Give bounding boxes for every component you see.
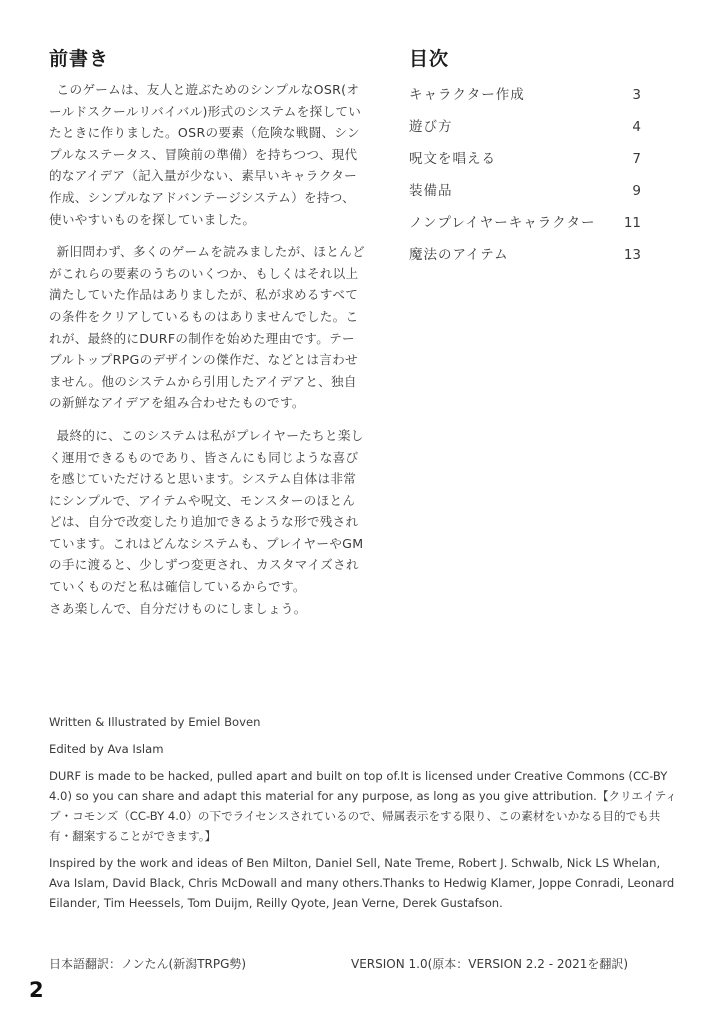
credit-inspired: Inspired by the work and ideas of Ben Milton, Daniel Sell, Nate Treme, Robert J. Schwalb, Nick LS Whelan, Ava Islam, David Black, Chris McDowall and many others.Thanks to Hedwig Klamer, Joppe Conradi, Leonard Eilander, Tim Heessels, Tom Duijm, Reilly Qyote, Jean Verne, Derek Gustafson. [49,856,675,910]
toc-item[interactable] [409,79,641,111]
preface-paragraph-2: 新旧問わず、多くのゲームを読みましたが、ほとんどがこれらの要素のうちのいくつか、もしくはそれ以上満たしていた作品はありましたが、私が求めるすべての条件をクリアしているものはありませんでした。これが、最終的にDURFの制作を始めた理由です。テーブルトップRPGのデザインの傑作だ、などとは言わせません。他のシステムから引用したアイデアと、独自の新鮮なアイデアを組み合わせたものです。 [49,244,365,411]
toc-item[interactable] [409,207,641,239]
toc-item-title: 遊び方 [409,119,453,135]
toc-item-title: 呪文を唱える [409,151,496,167]
preface-paragraph-1: このゲームは、友人と遊ぶためのシンプルなOSR(オールドスクールリバイバル)形式のシステムを探していたときに作りました。OSRの要素（危険な戦闘、シンプルなステータス、冒険前の準備）を持ちつつ、現代的なアイデア（記入量が少ない、素早いキャラクター作成、シンプルなアドバンテージシステム）を持つ、使いやすいものを探していました。 [49,82,362,227]
table-of-contents [409,44,641,271]
toc-item[interactable] [409,239,641,271]
toc-item-page: 11 [623,215,641,231]
toc-heading: 目次 [409,48,450,70]
version-label: VERSION 1.0(原本：VERSION 2.2 - 2021を翻訳) [351,957,629,971]
toc-item-title: 装備品 [409,183,453,199]
credit-written: Written & Illustrated by Emiel Boven [49,715,261,729]
credit-edited: Edited by Ava Islam [49,742,164,756]
toc-item-page: 4 [632,119,641,135]
credits-section [49,712,679,920]
credit-license: DURF is made to be hacked, pulled apart and built on top of.It is licensed under Creative Commons (CC-BY 4.0) so you can share and adapt this material for any purpose, as long as you give attribution.【クリエイティブ・コモンズ（CC-BY 4.0）の下でライセンスされているので、帰属表示をする限り、この素材をいかなる目的でも共有・翻案することができます。】 [49,769,677,843]
toc-item-page: 3 [632,87,641,103]
preface-closing: さあ楽しんで、自分だけものにしましょう。 [49,600,307,616]
toc-item-title: 魔法のアイテム [409,247,509,263]
page-number: 2 [29,978,44,1002]
toc-item-title: キャラクター作成 [409,87,525,103]
preface-section [49,44,367,630]
toc-item-page: 7 [632,151,641,167]
toc-item-page: 13 [623,247,641,263]
translation-credit: 日本語翻訳：ノンたん(新潟TRPG勢) [49,957,247,971]
toc-item-page: 9 [632,183,641,199]
preface-paragraph-3: 最終的に、このシステムは私がプレイヤーたちと楽しく運用できるものであり、皆さんにも同じような喜びを感じていただけると思います。システム自体は非常にシンプルで、アイテムや呪文、モンスターのほとんどは、自分で改変したり追加できるような形で残されています。これはどんなシステムも、プレイヤーやGMの手に渡ると、少しずつ変更され、カスタマイズされていくものだと私は確信しているからです。 [49,427,364,595]
toc-item[interactable] [409,111,641,143]
toc-item-title: ノンプレイヤーキャラクター [409,215,596,231]
toc-item[interactable] [409,143,641,175]
toc-item[interactable] [409,175,641,207]
preface-heading: 前書き [49,48,110,70]
